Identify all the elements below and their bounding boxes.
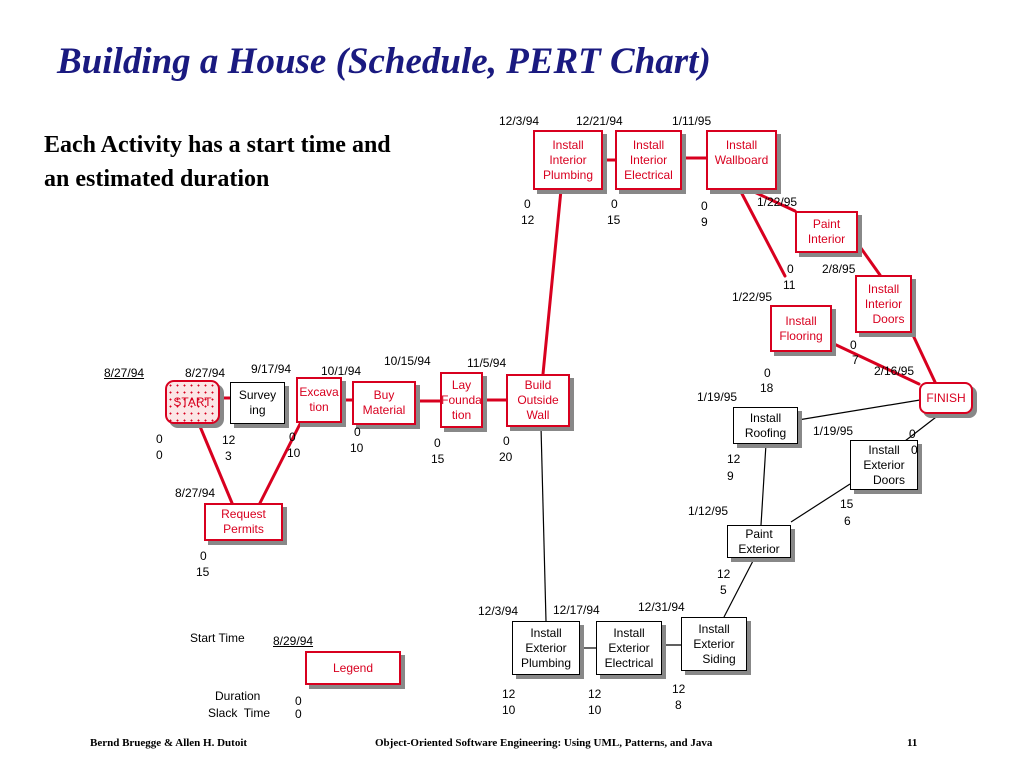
subtitle-line: Each Activity has a start time and (44, 132, 391, 158)
request-permits-node (204, 503, 283, 541)
paint-exterior-duration: 12 (717, 567, 731, 581)
install-interior-doors-node (855, 275, 912, 333)
node-label: Doors (872, 472, 905, 487)
surveying-duration: 12 (222, 433, 236, 447)
node-label: Survey (238, 388, 277, 402)
ext-plumbing-duration: 12 (502, 687, 516, 701)
legend-start-time-value: 8/29/94 (273, 634, 314, 648)
finish-slack: 0 (911, 443, 918, 457)
node-label: Build (524, 378, 552, 392)
request-permits-slack: 15 (196, 565, 210, 579)
node-label: Install (725, 138, 758, 152)
node-label: Lay (451, 377, 472, 392)
node-label: Install (698, 621, 730, 636)
roofing-start-date: 1/19/95 (697, 390, 738, 404)
surveying-start-date: 8/27/94 (185, 366, 226, 380)
node-label: Exterior (608, 640, 650, 655)
node-label: tion (309, 400, 329, 414)
node-label: Plumbing (520, 655, 572, 670)
install-exterior-doors-node (850, 440, 918, 490)
node-label: Outside (517, 393, 559, 407)
footer-authors: Bernd Bruegge & Allen H. Dutoit (90, 737, 248, 749)
node-label: Permits (223, 522, 264, 536)
node-label: Founda (441, 392, 482, 407)
node-label: Doors (872, 311, 905, 326)
int-plumbing-start-date: 12/3/94 (499, 114, 540, 128)
lay-foundation-duration: 0 (434, 436, 441, 450)
install-flooring-node (770, 305, 832, 352)
ext-siding-start-date: 12/31/94 (638, 600, 685, 614)
int-doors-slack: 7 (852, 353, 859, 367)
paint-exterior-slack: 5 (720, 583, 727, 597)
footer-book-title: Object-Oriented Software Engineering: Using UML, Patterns, and Java (375, 737, 713, 749)
edge-int-doors-finish (912, 333, 935, 382)
node-label: Install (749, 410, 782, 425)
ext-doors-duration: 15 (840, 497, 854, 511)
lay-foundation-node (440, 372, 483, 428)
node-label: Material (362, 403, 406, 417)
edge-build-wall-ext-plumbing (541, 427, 546, 621)
ext-electrical-start-date: 12/17/94 (553, 603, 600, 617)
node-label: Interior (629, 152, 668, 167)
request-permits-start-date: 8/27/94 (175, 486, 216, 500)
excavation-slack: 10 (287, 446, 301, 460)
int-plumbing-slack: 12 (521, 213, 535, 227)
paint-exterior-start-date: 1/12/95 (688, 504, 729, 518)
int-doors-duration: 0 (850, 338, 857, 352)
node-label: Exterior (863, 457, 905, 472)
excavation-node (296, 377, 342, 423)
node-label: Install (785, 313, 817, 328)
wallboard-start-date: 1/11/95 (672, 114, 712, 128)
edge-paint-interior-int-doors (858, 244, 880, 275)
install-interior-electrical-node (615, 130, 682, 190)
start-duration: 0 (156, 432, 163, 446)
node-label: Siding (702, 651, 736, 666)
int-electrical-slack: 15 (607, 213, 621, 227)
wallboard-duration: 0 (701, 199, 708, 213)
paint-exterior-node (727, 525, 791, 558)
legend-slack-label: Slack Time (208, 706, 271, 720)
edge-ext-siding-paint-exterior (724, 557, 755, 617)
node-label: Paint (745, 526, 773, 541)
ext-plumbing-start-date: 12/3/94 (478, 604, 519, 618)
surveying-node (230, 382, 285, 424)
node-label: START (173, 394, 212, 409)
node-label: Interior (864, 296, 903, 311)
surveying-slack: 3 (225, 449, 232, 463)
footer-page-number: 11 (907, 737, 918, 749)
node-label: Electrical (604, 655, 654, 670)
ext-siding-duration: 12 (672, 682, 686, 696)
node-label: Interior (549, 152, 587, 167)
node-label: Install (867, 281, 900, 296)
flooring-slack: 18 (760, 381, 774, 395)
node-label: tion (451, 407, 472, 422)
node-label: Flooring (779, 328, 823, 343)
finish-duration: 0 (909, 427, 916, 441)
paint-interior-duration: 0 (787, 262, 794, 276)
build-outside-wall-node (506, 374, 570, 427)
edge-roofing-finish (798, 400, 920, 420)
node-label: Exterior (738, 541, 780, 556)
ext-electrical-duration: 12 (588, 687, 602, 701)
wallboard-slack: 9 (701, 215, 708, 229)
flooring-duration: 0 (764, 366, 771, 380)
start-slack: 0 (156, 448, 163, 462)
ext-doors-start-date: 1/19/95 (813, 424, 854, 438)
install-exterior-plumbing-node (512, 621, 580, 675)
roofing-slack: 9 (727, 469, 734, 483)
legend-duration-value: 0 (295, 694, 302, 708)
slide-title: Building a House (Schedule, PERT Chart) (57, 41, 711, 82)
node-label: Buy (373, 388, 395, 402)
node-label: Wall (526, 408, 550, 422)
node-label: Install (632, 137, 665, 152)
paint-interior-start-date: 1/22/95 (757, 195, 798, 209)
node-label: Excava (299, 385, 339, 399)
node-label: ing (249, 403, 266, 417)
node-label: Install (868, 442, 900, 457)
int-electrical-duration: 0 (611, 197, 618, 211)
install-wallboard-node (706, 130, 777, 190)
install-roofing-node (733, 407, 798, 444)
node-label: Install (613, 625, 645, 640)
legend-start-time-label: Start Time (190, 631, 245, 645)
buy-material-node (352, 381, 416, 425)
legend-duration-label: Duration (215, 689, 261, 703)
buy-material-slack: 10 (350, 441, 364, 455)
paint-interior-node (795, 211, 858, 253)
excavation-duration: 0 (289, 430, 296, 444)
edge-paint-exterior-roofing (761, 444, 766, 525)
int-electrical-start-date: 12/21/94 (576, 114, 623, 128)
legend-box-label: Legend (332, 660, 374, 675)
legend-box (305, 651, 401, 685)
node-label: Paint (812, 217, 841, 231)
finish-node (919, 382, 973, 414)
finish-start-date: 2/16/95 (874, 364, 915, 378)
ext-siding-slack: 8 (675, 698, 682, 712)
build-wall-duration: 0 (503, 434, 510, 448)
excavation-start-date: 9/17/94 (251, 362, 292, 376)
build-wall-slack: 20 (499, 450, 513, 464)
node-label: Install (530, 625, 562, 640)
request-permits-duration: 0 (200, 549, 207, 563)
node-label: FINISH (926, 390, 966, 405)
start-node (165, 380, 220, 424)
install-interior-plumbing-node (533, 130, 603, 190)
paint-interior-slack: 11 (783, 278, 796, 292)
edge-build-wall-int-plumbing (543, 190, 561, 374)
int-doors-start-date: 2/8/95 (822, 262, 856, 276)
node-label: Request (221, 507, 266, 521)
install-exterior-siding-node (681, 617, 747, 671)
ext-doors-slack: 6 (844, 514, 851, 528)
legend-slack-value: 0 (295, 707, 302, 721)
lay-foundation-start-date: 10/15/94 (384, 354, 431, 368)
node-label: Exterior (525, 640, 567, 655)
buy-material-duration: 0 (354, 425, 361, 439)
node-label: Wallboard (714, 153, 769, 167)
int-plumbing-duration: 0 (524, 197, 531, 211)
node-label: Interior (807, 232, 846, 246)
node-label: Roofing (744, 425, 787, 440)
lay-foundation-slack: 15 (431, 452, 445, 466)
flooring-start-date: 1/22/95 (732, 290, 773, 304)
node-label: Exterior (693, 636, 735, 651)
install-exterior-electrical-node (596, 621, 662, 675)
buy-material-start-date: 10/1/94 (321, 364, 362, 378)
node-label: Install (552, 137, 584, 152)
build-wall-start-date: 11/5/94 (467, 356, 507, 370)
ext-plumbing-slack: 10 (502, 703, 516, 717)
roofing-duration: 12 (727, 452, 741, 466)
node-label: Plumbing (542, 167, 594, 182)
node-label: Electrical (624, 167, 673, 182)
ext-electrical-slack: 10 (588, 703, 602, 717)
start-date: 8/27/94 (104, 366, 145, 380)
subtitle-line: an estimated duration (44, 166, 270, 192)
